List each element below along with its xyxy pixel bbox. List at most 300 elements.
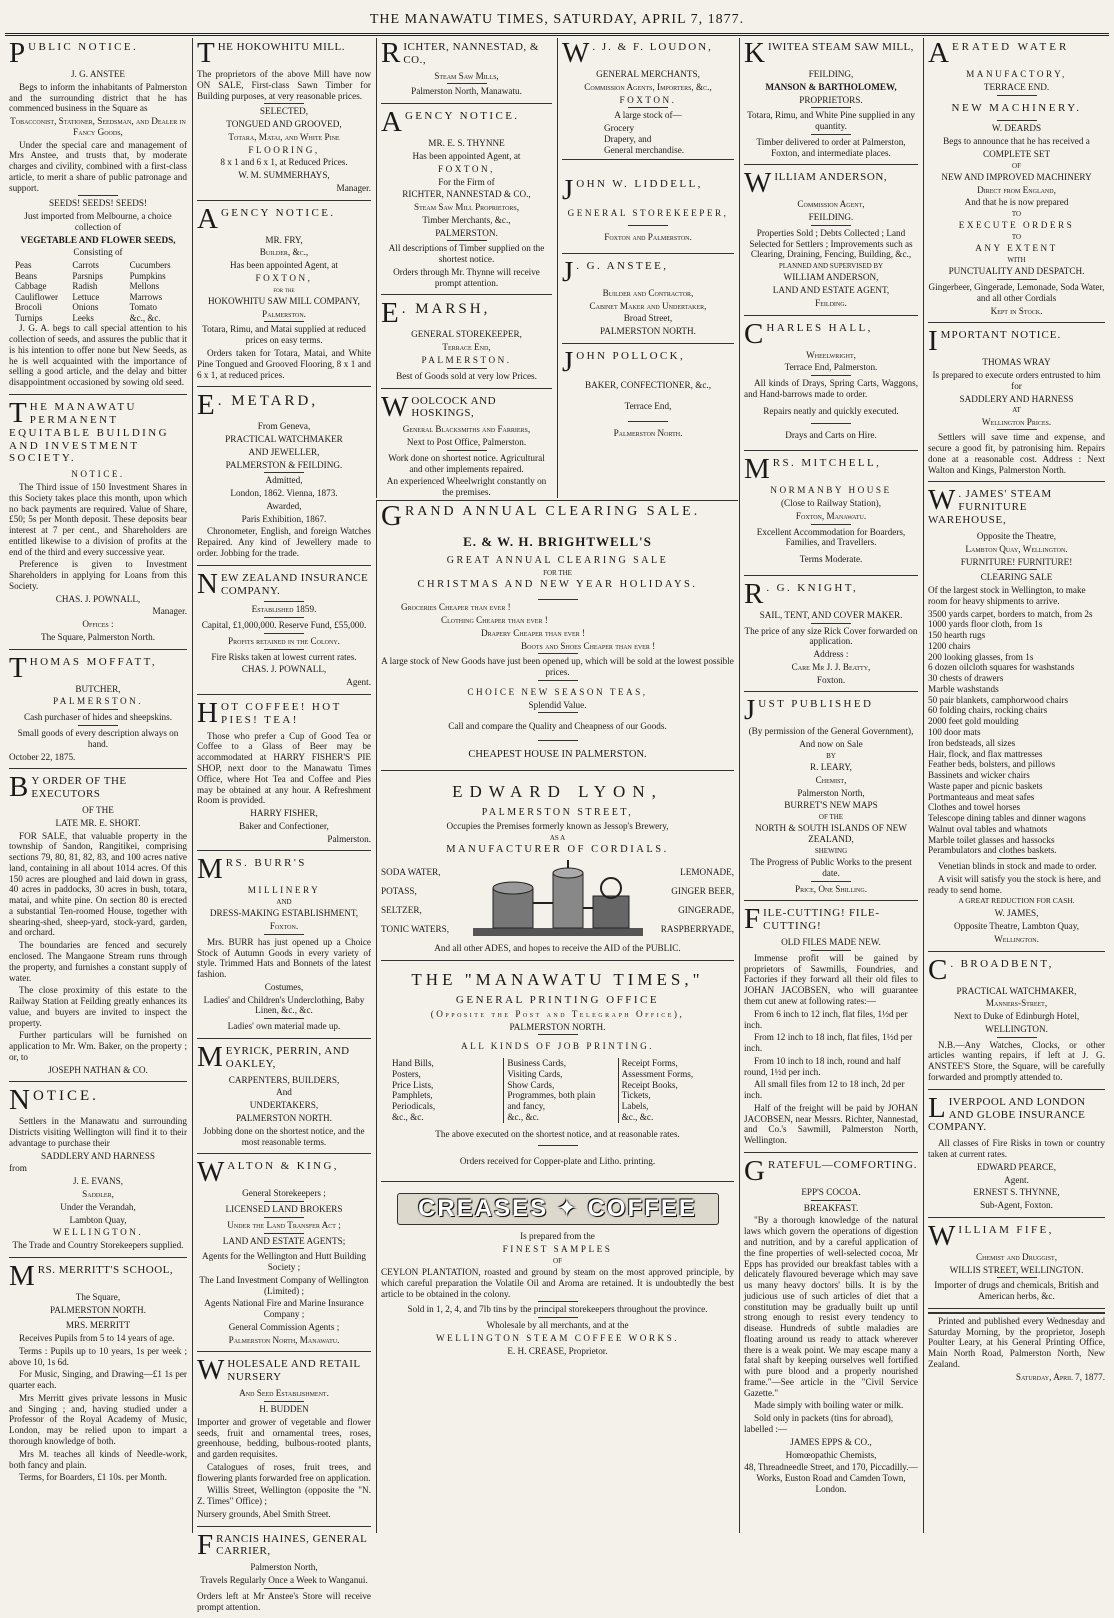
text-line: LICENSED LAND BROKERS [225, 1204, 343, 1215]
ad-heading [744, 1154, 918, 1187]
divider [447, 240, 487, 241]
seed-item: Brocoli [15, 302, 42, 313]
text-line: Broad Street, [623, 313, 673, 324]
initial-capital: E [197, 389, 215, 422]
text-line: Care Mr J. J. Beatty, [791, 661, 871, 672]
divider [628, 107, 668, 108]
divider [78, 195, 118, 196]
divider [811, 1200, 851, 1201]
text-line: . G. KNIGHT, [766, 581, 859, 594]
seed-item: Peas [15, 260, 32, 271]
text-line: Totara, Matai, and White Pine [228, 131, 340, 142]
seed-item: Mellons [129, 281, 160, 292]
text-line: Ladies' own material made up. [227, 1021, 341, 1032]
text-line: Terms, for Boarders, £1 10s. per Month. [19, 1472, 167, 1483]
text-line: Costumes, [264, 981, 304, 992]
divider [538, 1145, 578, 1146]
ad-heading [381, 390, 552, 423]
text-line: Lambton Quay, [69, 1214, 127, 1225]
text-line: VEGETABLE AND FLOWER SEEDS, [20, 234, 176, 245]
text-line: Agent. [346, 677, 371, 688]
text-line: Terrace End, [442, 342, 491, 353]
text-line: GENERAL MERCHANTS, [596, 69, 700, 79]
text-line: FINEST SAMPLES [502, 1244, 613, 1255]
text-line: IWITEA STEAM SAW MILL, [767, 41, 914, 53]
text-line: Profits retained in the Colony. [228, 635, 340, 646]
text-line: Cabinet Maker and Undertaker, [589, 300, 707, 311]
text-line: from [9, 1163, 27, 1174]
seed-item: Pumpkins [129, 270, 166, 281]
divider [78, 725, 118, 726]
initial-capital: R [744, 577, 764, 610]
text-line: Totara, Rimu, and White Pine supplied in any quantity. [747, 110, 915, 132]
initial-capital: J [562, 345, 574, 378]
cordial-item: RASPBERRYADE, [660, 923, 734, 934]
ad-heading [928, 484, 1105, 527]
text-line: Totara, Rimu, and Matai supplied at reduced prices on easy terms. [202, 324, 366, 346]
ad-merritt [9, 1261, 187, 1489]
seed-item: Cabbage [15, 281, 47, 292]
text-line: General Commission Agents ; [228, 1321, 340, 1332]
text-line: The Trade and Country Storekeepers supplied. [12, 1240, 184, 1251]
text-line: GENERAL STOREKEEPER, [567, 208, 729, 219]
text-line: HARLES HALL, [766, 321, 873, 334]
text-line: Price, One Shilling. [794, 883, 868, 894]
divider [811, 950, 851, 951]
text-line: Importer of drugs and chemicals, British and American herbs, &c. [934, 1280, 1099, 1302]
divider [78, 1317, 118, 1318]
printing-item: Labels, [621, 1101, 649, 1112]
seed-item: Marrows [129, 291, 163, 302]
text-line: . MARSH, [401, 301, 491, 318]
text-line: Builder and Contractor, [602, 287, 694, 298]
column-2 [192, 37, 375, 1612]
furniture-item: 2000 feet gold moulding [928, 716, 1019, 727]
divider [264, 103, 304, 104]
text-line: Call and compare the Quality and Cheapness of our Goods. [448, 721, 667, 732]
text-line: WELLINGTON STEAM COFFEE WORKS. [435, 1332, 680, 1343]
text-line: FLOORING, [248, 144, 320, 155]
text-line: Manager. [336, 182, 371, 193]
text-line: Ladies' and Children's Underclothing, Baby Linen, &c., &c. [203, 994, 365, 1016]
ad-heading [744, 453, 918, 486]
text-line: Opposite the Theatre, [976, 530, 1057, 541]
divider [538, 1034, 578, 1035]
text-line: Steam Saw Mills, [434, 70, 499, 81]
text-line: COMPLETE SET [982, 148, 1051, 159]
ad-mitchell [744, 454, 918, 576]
text-line: PALMERSTON NORTH. [600, 326, 696, 337]
text-line: Jobbing done on the shortest notice, and the most reasonable terms. [203, 1125, 365, 1147]
initial-capital: W [928, 1219, 956, 1252]
text-line: Orders through Mr. Thynne will receive prompt attention. [393, 266, 540, 288]
initial-capital: A [928, 37, 949, 69]
text-line: Terrace End, Palmerston. [784, 362, 878, 373]
text-line: EYRICK, PERRIN, AND OAKLEY, [225, 1044, 350, 1070]
text-line: MANUFACTORY, [966, 69, 1067, 79]
divider [997, 569, 1037, 570]
text-line: PALMERSTON. [421, 354, 512, 365]
ad-heading [9, 37, 187, 69]
text-line: WITH [1007, 256, 1026, 265]
text-line: Wholesale by all merchants, and at the [486, 1320, 629, 1331]
text-line: Further particulars will be furnished on application to Mr. Wm. Baker, on the property ; or, to [9, 1030, 187, 1062]
text-line: A large stock of New Goods have just been opened up, which will be sold at the lowest possible prices. [381, 656, 734, 678]
text-line: "By a thorough knowledge of the natural laws which govern the operations of digestion and nutrition, and by a careful application of the fine properties of well-selected cocoa, Mr Epps has provided our breakfast tables with a delicately flavoured beverage which may save us many heavy doctors' bills. It is by the judicious use of such articles of diet that a constitution may be gradually built up until strong enough to resist every tendency to disease. Hundreds of subtle maladies are floating around us ready to attack wherever there is a weak point. We may escape many a fatal shaft by keeping ourselves well fortified with pure blood and a properly nourished frame."—See article in the "Civil Service Gazette." [744, 1215, 918, 1398]
ad-kiwitea-mill [744, 38, 918, 165]
printing-item: Visiting Cards, [507, 1068, 563, 1079]
text-line: Saturday, April 7, 1877. [1015, 1371, 1105, 1382]
ad-heading [197, 1354, 371, 1387]
text-line: OOLCOCK AND HOSKINGS, [411, 394, 497, 420]
text-line: Address : [813, 649, 849, 660]
text-line: RICHTER, NANNESTAD & CO., [402, 189, 531, 200]
text-line: RS. MITCHELL, [772, 457, 882, 470]
text-line: EDWARD PEARCE, [976, 1161, 1057, 1172]
text-line: Printed and published every Wednesday and Saturday Morning, by the proprietor, Joseph Poulter Leary, at his General Printing Office, Main North Road, Palmerston North, New Zealand. [928, 1315, 1105, 1369]
text-line: PRACTICAL WATCHMAKER [225, 434, 343, 445]
divider [538, 740, 578, 741]
text-line: for the [273, 285, 295, 294]
ad-heading [197, 202, 371, 235]
masthead: THE MANAWATU TIMES, SATURDAY, APRIL 7, 1877. [369, 12, 745, 27]
furniture-item: Walnut oval tables and whatnots [928, 823, 1048, 834]
ad-heading [381, 297, 552, 330]
furniture-item: 150 hearth rugs [928, 630, 986, 641]
text-line: Feilding. [815, 297, 847, 308]
text-line: Chronometer, English, and foreign Watches Repaired. Any kind of Jewellery made to order. Jobbing for the trade. [197, 526, 371, 558]
initial-capital: K [744, 37, 765, 69]
text-line: . BROADBENT, [950, 957, 1054, 970]
text-line: Repairs neatly and quickly executed. [763, 405, 899, 416]
text-line: Next to Post Office, Palmerston. [406, 436, 527, 447]
divider [264, 1201, 304, 1202]
text-line: EDWARD LYON, [452, 781, 663, 801]
initial-capital: P [9, 37, 26, 69]
column-5 [739, 38, 922, 1533]
ad-knight [744, 579, 918, 693]
ad-heading [562, 345, 734, 378]
text-line: BREAKFAST. [803, 1202, 859, 1213]
ad-heading [9, 771, 187, 804]
text-line: LATE MR. E. SHORT. [55, 817, 141, 828]
ad-liddell [562, 163, 734, 254]
text-line: Gingerbeer, Gingerade, Lemonade, Soda Water, and all other Cordials [928, 282, 1105, 303]
creases-coffee-banner: CREASES ✦ COFFEE [397, 1193, 719, 1225]
text-line: Paris Exhibition, 1867. [241, 513, 327, 524]
text-line: RS. BURR'S [225, 857, 307, 870]
text-line: WELLINGTON. [52, 1227, 144, 1238]
text-line: TONGUED AND GROOVED, [226, 119, 342, 130]
ad-heading [197, 37, 371, 69]
ad-heading [744, 37, 918, 69]
text-line: Occupies the Premises formerly known as Jessop's Brewery, [446, 821, 669, 832]
text-line: ANY EXTENT [975, 243, 1058, 254]
text-line: And that he is now prepared [964, 197, 1069, 208]
printing-item: Periodicals, [392, 1101, 436, 1112]
ad-heading [197, 853, 371, 886]
text-line: A large stock of— [614, 110, 682, 121]
initial-capital: N [197, 567, 218, 600]
ad-charles-hall [744, 319, 918, 452]
text-line: WILLIAM ANDERSON, [783, 272, 879, 283]
text-line: Of the largest stock in Wellington, to make room for heavy shipments to arrive. [928, 585, 1086, 606]
middle-wide-section [376, 500, 738, 1533]
text-line: And now on Sale [799, 739, 863, 750]
text-line: W. M. SUMMERHAYS, [238, 170, 330, 181]
cordials-left [381, 859, 458, 942]
divider [811, 423, 851, 424]
seed-item: Radish [72, 281, 98, 292]
ad-heading [381, 500, 734, 532]
ad-heading [744, 167, 918, 200]
text-line: . G. ANSTEE, [576, 259, 669, 272]
text-line: Willis Street, Wellington (opposite the "N. Z. Times" Office) ; [197, 1485, 371, 1507]
ad-burr [197, 854, 371, 1039]
text-line: FOXTON. [619, 94, 677, 105]
ad-haines [197, 1530, 371, 1618]
printing-item: and fancy, [507, 1101, 545, 1112]
text-line: Wellington Prices. [981, 416, 1052, 427]
ad-thomas-wray [928, 326, 1105, 482]
text-line: PUNCTUALITY AND DESPATCH. [948, 266, 1085, 277]
seed-item: Turnips [15, 312, 43, 323]
loudon-items [562, 123, 734, 155]
ad-aerated-water [928, 38, 1105, 323]
column-6 [923, 38, 1109, 1533]
text-line: Chemist, [815, 774, 847, 785]
divider [811, 881, 851, 882]
text-line: NORMANBY HOUSE [770, 485, 892, 496]
text-line: Has been appointed Agent, at [412, 151, 521, 162]
printing-item: Assessment Forms, [621, 1068, 694, 1079]
furniture-item: Iron bedsteads, all sizes [928, 737, 1016, 748]
initial-capital: A [197, 202, 218, 235]
imprint [928, 1312, 1105, 1389]
initial-capital: M [744, 453, 770, 486]
initial-capital: N [9, 1084, 30, 1117]
text-line: The Land Investment Company of Wellington (Limited) ; [199, 1274, 369, 1296]
divider [264, 633, 304, 634]
text-line: An experienced Wheelwright constantly on the premises. [386, 476, 547, 498]
ad-moffatt [9, 653, 187, 770]
text-line: THE "MANAWATU TIMES," [411, 970, 704, 990]
ad-heading [197, 567, 371, 600]
text-line: Y ORDER OF THE EXECUTORS [31, 775, 127, 801]
text-line: JOSEPH NATHAN & CO. [48, 1064, 148, 1075]
ad-nz-insurance [197, 569, 371, 695]
text-line: PROPRIETORS. [799, 94, 863, 105]
divider [997, 858, 1037, 859]
text-line: CLEARING SALE [980, 572, 1053, 583]
text-line: Wheelwright, [806, 349, 856, 360]
text-line: WELLINGTON. [985, 1023, 1048, 1034]
ad-heading [928, 37, 1105, 69]
text-line: CHRISTMAS AND NEW YEAR HOLIDAYS. [417, 579, 698, 591]
text-line: BUTCHER, [75, 683, 121, 694]
text-line: MANUFACTURER OF CORDIALS. [446, 844, 669, 856]
text-line: J. G. ANSTEE [70, 69, 126, 79]
text-line: Tobacconist, Stationer, Seedsman, and Dealer in Fancy Goods, [10, 116, 186, 137]
seed-item: Leeks [72, 312, 94, 323]
text-line: Palmerston North, [797, 787, 865, 798]
text-line: And Seed Establishment. [239, 1388, 329, 1399]
text-line: ERATED WATER [951, 41, 1070, 53]
text-line: All descriptions of Timber supplied on the shortest notice. [388, 243, 545, 265]
printing-item: Tickets, [621, 1090, 651, 1101]
text-line: The Square, [75, 1291, 121, 1302]
text-line: Properties Sold ; Debts Collected ; Land Selected for Settlers ; Improvements such as Clearing, Draining, Fencing, Building, &c., [749, 227, 913, 260]
furniture-item: 30 chests of drawers [928, 673, 1004, 684]
divider [811, 225, 851, 226]
text-line: Commission Agent, [797, 199, 865, 210]
masthead-rule [5, 33, 1109, 34]
text-line: Sub-Agent, Foxton. [980, 1200, 1053, 1211]
text-line: Foxton, Manawatu. [795, 510, 867, 521]
text-line: ILLIAM ANDERSON, [774, 171, 888, 184]
initial-capital: M [197, 853, 223, 886]
text-line: TO [1011, 233, 1022, 242]
ad-file-cutting [744, 904, 918, 1153]
text-line: Foxton and Palmerston. [604, 232, 692, 243]
text-line: EW ZEALAND INSURANCE COMPANY. [220, 571, 369, 597]
text-line: Those who prefer a Cup of Good Tea or Coffee to a Glass of Beer may be accommodated at HARRY FISHER'S PIE SHOP, next door to the Manawatu Times Office, where Hot Tea and Coffee and Pies may be obtained at any hour. A Refreshment Room is provided. [197, 730, 371, 806]
text-line: OHN POLLOCK, [576, 349, 686, 362]
text-line: UNDERTAKERS, [249, 1100, 319, 1111]
text-line: PLANNED AND SUPERVISED BY [778, 262, 884, 271]
seed-item: Beans [15, 270, 37, 281]
text-line: H. BUDDEN [259, 1403, 309, 1414]
furniture-item: Marble washstands [928, 683, 999, 694]
cordial-item: TONIC WATERS, [381, 923, 450, 934]
text-line: Cash purchaser of hides and sheepskins. [24, 712, 172, 723]
text-line: Under the Land Transfer Act ; [227, 1219, 341, 1230]
furniture-item: Portmanteaus and meat safes [928, 791, 1035, 802]
text-line: Settlers will save time and expense, and secure a good fit, by patronising him. Repairs done at a reasonable cost. Address : Next Walton and Kings, Palmerston North. [928, 432, 1105, 475]
text-line: PALMERSTON & FEILDING. [225, 459, 343, 470]
furniture-item: 1200 chairs [928, 640, 971, 651]
printing-item: Hand Bills, [392, 1058, 434, 1069]
text-line: Homœopathic Chemists, [785, 1449, 877, 1460]
text-line: Orders left at Mr Anstee's Store will receive prompt attention. [197, 1590, 371, 1612]
text-line: From Geneva, [257, 421, 311, 432]
divider [811, 107, 851, 108]
ad-heading [744, 577, 918, 610]
ad-broadbent [928, 955, 1105, 1090]
ad-anstee-builder [562, 257, 734, 344]
initial-capital: T [197, 37, 215, 69]
seed-item: Parsnips [72, 270, 103, 281]
text-line: The proprietors of the above Mill have now ON SALE, First-class Sawn Timber for Building purposes, at very reasonable prices. [197, 69, 371, 101]
ad-heading [928, 1091, 1105, 1135]
seed-item: &c., &c. [129, 312, 161, 323]
text-line: PALMERSTON STREET, [481, 807, 634, 819]
cordial-item: LEMONADE, [680, 867, 734, 878]
ad-pollock [562, 347, 734, 449]
printing-item: Price Lists, [392, 1079, 434, 1090]
divider [997, 1277, 1037, 1278]
divider [997, 1037, 1037, 1038]
divider [264, 617, 304, 618]
text-line: PALMERSTON. [52, 696, 144, 707]
text-line: CHAS. J. POWNALL, [55, 593, 141, 604]
printing-item: Business Cards, [507, 1058, 567, 1069]
seed-item: Cucumbers [129, 260, 171, 271]
text-line: Settlers in the Manawatu and surrounding Districts visiting Wellington will find it to their advantage to purchase their [9, 1116, 187, 1148]
text-line: The price of any size Rick Cover forwarded on application. [744, 625, 918, 647]
text-line: Drays and Carts on Hire. [785, 429, 877, 440]
divider [997, 120, 1037, 121]
text-line: AT [1012, 406, 1021, 415]
seed-item: Carrots [72, 260, 99, 271]
text-line: Preference is given to Investment Shareholders in applying for Loans from this Society. [9, 559, 187, 591]
text-line: WILLIS STREET, WELLINGTON. [949, 1264, 1084, 1275]
ad-liverpool-insurance [928, 1093, 1105, 1218]
ad-epps-cocoa [744, 1156, 918, 1501]
text-line: Palmerston North, [250, 1562, 318, 1573]
furniture-item: Feather beds, bolsters, and pillows [928, 759, 1056, 770]
text-line: GREAT ANNUAL CLEARING SALE [446, 555, 669, 567]
text-line: THOMAS WRAY [982, 357, 1051, 368]
text-line: Palmerston North, Manawatu. [228, 1334, 340, 1345]
divider [447, 83, 487, 84]
stock-item: Drapery, and [604, 133, 652, 144]
text-line: CARPENTERS, BUILDERS, [228, 1074, 340, 1085]
text-line: W. JAMES, [994, 908, 1039, 919]
ad-heading [744, 694, 918, 727]
text-line: Terrace End, [624, 400, 672, 411]
text-line: And all other ADES, and hopes to receive the AID of the PUBLIC. [434, 943, 681, 954]
ad-marsh [381, 298, 552, 388]
text-line: MRS. MERRITT [65, 1320, 131, 1331]
text-line: CHEAPEST HOUSE IN PALMERSTON. [468, 749, 647, 761]
ad-heading [9, 396, 187, 465]
ad-heading [197, 389, 371, 422]
ad-heading [197, 697, 371, 729]
text-line: ILE-CUTTING! FILE-CUTTING! [763, 907, 880, 933]
initial-capital: J [744, 694, 756, 727]
ad-heading [197, 1040, 371, 1073]
text-line: Established 1859. [251, 604, 317, 615]
printing-item: &c., &c. [621, 1111, 654, 1122]
initial-capital: C [744, 317, 764, 350]
ad-meyrick [197, 1042, 371, 1154]
text-line: Foxton. [269, 921, 299, 932]
text-line: EXECUTE ORDERS [958, 220, 1075, 231]
text-line: MR. FRY, [265, 234, 303, 245]
divider [264, 321, 304, 322]
initial-capital: T [9, 396, 27, 429]
ad-walton-king [197, 1157, 371, 1352]
furniture-item: 100 door mats [928, 727, 981, 737]
initial-capital: W [381, 390, 409, 423]
text-line: Begs to announce that he has received a [943, 136, 1090, 147]
text-line: UBLIC NOTICE. [28, 41, 139, 53]
divider [538, 680, 578, 681]
text-line: The above executed on the shortest notice, and at reasonable rates. [435, 1128, 680, 1139]
text-line: The boundaries are fenced and securely enclosed. The Mangaone Stream runs through the property, and furnishes a constant supply of water. [9, 940, 187, 983]
ad-heading [197, 1528, 371, 1561]
ad-heading [562, 37, 734, 69]
text-line: BY [826, 751, 836, 760]
text-line: Saddler, [82, 1189, 114, 1199]
text-line: Direct from England, [977, 184, 1056, 195]
text-line: . JAMES' STEAM FURNITURE WAREHOUSE, [928, 488, 1052, 527]
text-line: Commission Agents, Importers, &c., [584, 81, 712, 92]
ad-edward-lyon [381, 774, 734, 962]
text-line: From 12 inch to 18 inch, flat files, 1½d per inch. [744, 1032, 913, 1054]
text-line: PALMERSTON NORTH. [50, 1304, 146, 1315]
